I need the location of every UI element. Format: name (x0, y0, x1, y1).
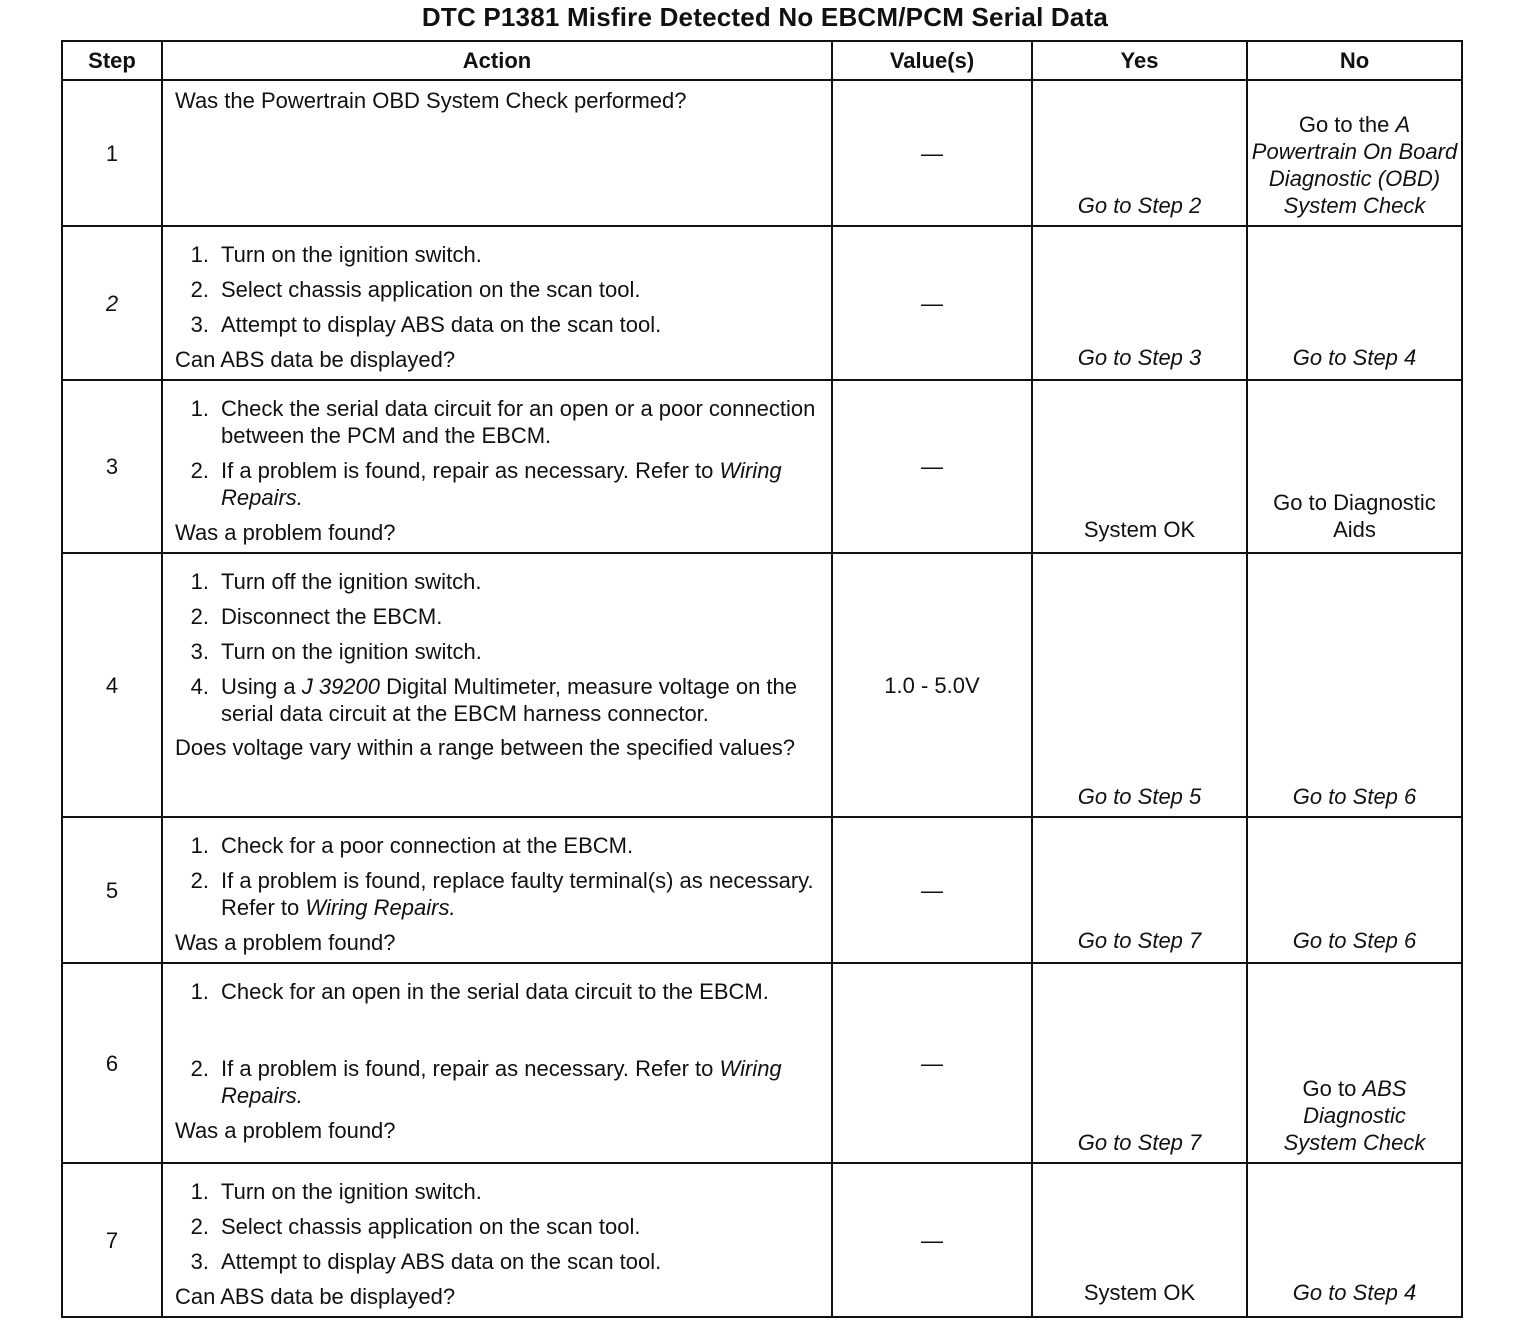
no-result-text: Go to (1302, 1076, 1357, 1101)
item-text: Select chassis application on the scan tool. (221, 277, 641, 302)
yes-cell (1032, 80, 1247, 226)
item-text: Turn off the ignition switch. (221, 569, 482, 594)
action-item (175, 832, 821, 859)
action-cell (162, 1163, 832, 1317)
action-item (175, 1213, 821, 1240)
yes-cell (1032, 817, 1247, 963)
item-number: 2. (190, 868, 209, 893)
action-question: Does voltage vary within a range between the specified values? (175, 735, 796, 760)
step-number: 6 (62, 963, 162, 1163)
action-item (175, 241, 821, 268)
yes-result: System OK (1083, 517, 1196, 542)
header-action: Action (162, 41, 832, 80)
item-text-main: If a problem is found, repair as necessary. Refer to (221, 458, 714, 483)
no-result: Go to Step 4 (1292, 345, 1417, 370)
item-text-main: If a problem is found, replace faulty terminal(s) as necessary. Refer to (221, 868, 814, 920)
yes-cell (1032, 553, 1247, 817)
action-question: Was a problem found? (175, 520, 396, 545)
no-cell (1247, 380, 1462, 553)
item-text (221, 1055, 821, 1109)
table-row (62, 380, 1462, 553)
yes-cell (1032, 226, 1247, 380)
action-item (175, 457, 821, 511)
step-number: 3 (62, 380, 162, 553)
table-row (62, 963, 1462, 1163)
item-text: Disconnect the EBCM. (221, 604, 443, 629)
header-row (62, 41, 1462, 80)
table-row (62, 226, 1462, 380)
value-cell: — (832, 80, 1032, 226)
action-question: Was a problem found? (175, 1118, 396, 1143)
header-values: Value(s) (832, 41, 1032, 80)
item-text: Turn on the ignition switch. (221, 242, 482, 267)
yes-result: Go to Step 5 (1077, 784, 1202, 809)
no-result-reference: A Powertrain On Board Diagnostic (OBD) System Check (1251, 112, 1458, 218)
item-text: Check for an open in the serial data circuit to the EBCM. (221, 979, 769, 1004)
no-result: Go to Diagnostic Aids (1273, 490, 1436, 542)
table-row (62, 80, 1462, 226)
no-cell (1247, 817, 1462, 963)
value-cell: — (832, 817, 1032, 963)
item-text: Turn on the ignition switch. (221, 639, 482, 664)
item-number: 2. (190, 1214, 209, 1239)
no-result (1248, 1075, 1461, 1156)
yes-result: Go to Step 7 (1077, 1130, 1202, 1155)
no-result-text: Go to the (1298, 112, 1390, 137)
step-number: 2 (62, 226, 162, 380)
item-text (221, 457, 821, 511)
item-number: 1. (190, 569, 209, 594)
no-cell (1247, 963, 1462, 1163)
item-number: 1. (190, 242, 209, 267)
step-number: 7 (62, 1163, 162, 1317)
action-cell (162, 226, 832, 380)
action-item (175, 603, 821, 630)
action-item (175, 568, 821, 595)
item-text: Turn on the ignition switch. (221, 1179, 482, 1204)
action-item (175, 1178, 821, 1205)
no-cell (1247, 1163, 1462, 1317)
table-row (62, 553, 1462, 817)
item-number: 1. (190, 833, 209, 858)
item-text: Select chassis application on the scan tool. (221, 1214, 641, 1239)
no-result: Go to Step 6 (1292, 928, 1417, 953)
item-number: 1. (190, 396, 209, 421)
item-number: 3. (190, 312, 209, 337)
item-text-rest: Digital Multimeter, measure voltage on the serial data circuit at the EBCM harness connector. (221, 674, 798, 726)
table-row (62, 1163, 1462, 1317)
no-cell (1247, 226, 1462, 380)
action-question: Can ABS data be displayed? (175, 347, 456, 372)
action-question: Can ABS data be displayed? (175, 1284, 456, 1309)
diagnostic-table (61, 40, 1463, 1318)
action-cell (162, 817, 832, 963)
item-text-main: Using a (221, 674, 296, 699)
header-step: Step (62, 41, 162, 80)
item-number: 2. (190, 458, 209, 483)
yes-result: Go to Step 2 (1077, 193, 1202, 218)
table-row (62, 817, 1462, 963)
item-number: 3. (190, 639, 209, 664)
action-item (175, 978, 821, 1005)
no-result-reference: ABS Diagnostic System Check (1283, 1076, 1426, 1155)
item-text: Check the serial data circuit for an open or a poor connection between the PCM and the EBCM. (221, 396, 816, 448)
action-item (175, 638, 821, 665)
action-item (175, 395, 821, 449)
header-no: No (1247, 41, 1462, 80)
yes-cell (1032, 1163, 1247, 1317)
item-number: 2. (190, 1056, 209, 1081)
action-item (175, 1248, 821, 1275)
action-question: Was the Powertrain OBD System Check performed? (175, 88, 687, 113)
item-number: 1. (190, 1179, 209, 1204)
value-cell: — (832, 380, 1032, 553)
action-item (175, 673, 821, 727)
value-cell: — (832, 1163, 1032, 1317)
item-number: 2. (190, 277, 209, 302)
yes-result: Go to Step 3 (1077, 345, 1202, 370)
item-text: Attempt to display ABS data on the scan tool. (221, 312, 662, 337)
action-item (175, 311, 821, 338)
action-item (175, 276, 821, 303)
action-item (175, 867, 821, 921)
item-number: 4. (190, 674, 209, 699)
no-result (1248, 111, 1461, 219)
no-cell (1247, 80, 1462, 226)
item-number: 2. (190, 604, 209, 629)
header-yes: Yes (1032, 41, 1247, 80)
value-cell: 1.0 - 5.0V (832, 553, 1032, 817)
item-text: Attempt to display ABS data on the scan tool. (221, 1249, 662, 1274)
yes-cell (1032, 963, 1247, 1163)
item-number: 1. (190, 979, 209, 1004)
action-cell (162, 553, 832, 817)
action-cell (162, 80, 832, 226)
action-question: Was a problem found? (175, 930, 396, 955)
value-cell: — (832, 226, 1032, 380)
item-text (221, 867, 821, 921)
item-text: Check for a poor connection at the EBCM. (221, 833, 634, 858)
step-number: 5 (62, 817, 162, 963)
item-number: 3. (190, 1249, 209, 1274)
yes-result: Go to Step 7 (1077, 928, 1202, 953)
tool-reference: J 39200 (301, 674, 381, 699)
item-text-main: If a problem is found, repair as necessary. Refer to (221, 1056, 714, 1081)
yes-result: System OK (1083, 1280, 1196, 1305)
step-number: 4 (62, 553, 162, 817)
item-reference: Wiring Repairs. (221, 1056, 782, 1108)
page-title: DTC P1381 Misfire Detected No EBCM/PCM Serial Data (421, 2, 1109, 32)
item-reference: Wiring Repairs. (221, 458, 782, 510)
yes-cell (1032, 380, 1247, 553)
item-text (221, 673, 821, 727)
no-cell (1247, 553, 1462, 817)
action-cell (162, 380, 832, 553)
action-item (175, 1055, 821, 1109)
no-result: Go to Step 4 (1292, 1280, 1417, 1305)
step-number: 1 (62, 80, 162, 226)
value-cell: — (832, 963, 1032, 1163)
item-reference: Wiring Repairs. (305, 895, 456, 920)
spacer (175, 1013, 821, 1047)
action-cell (162, 963, 832, 1163)
no-result: Go to Step 6 (1292, 784, 1417, 809)
